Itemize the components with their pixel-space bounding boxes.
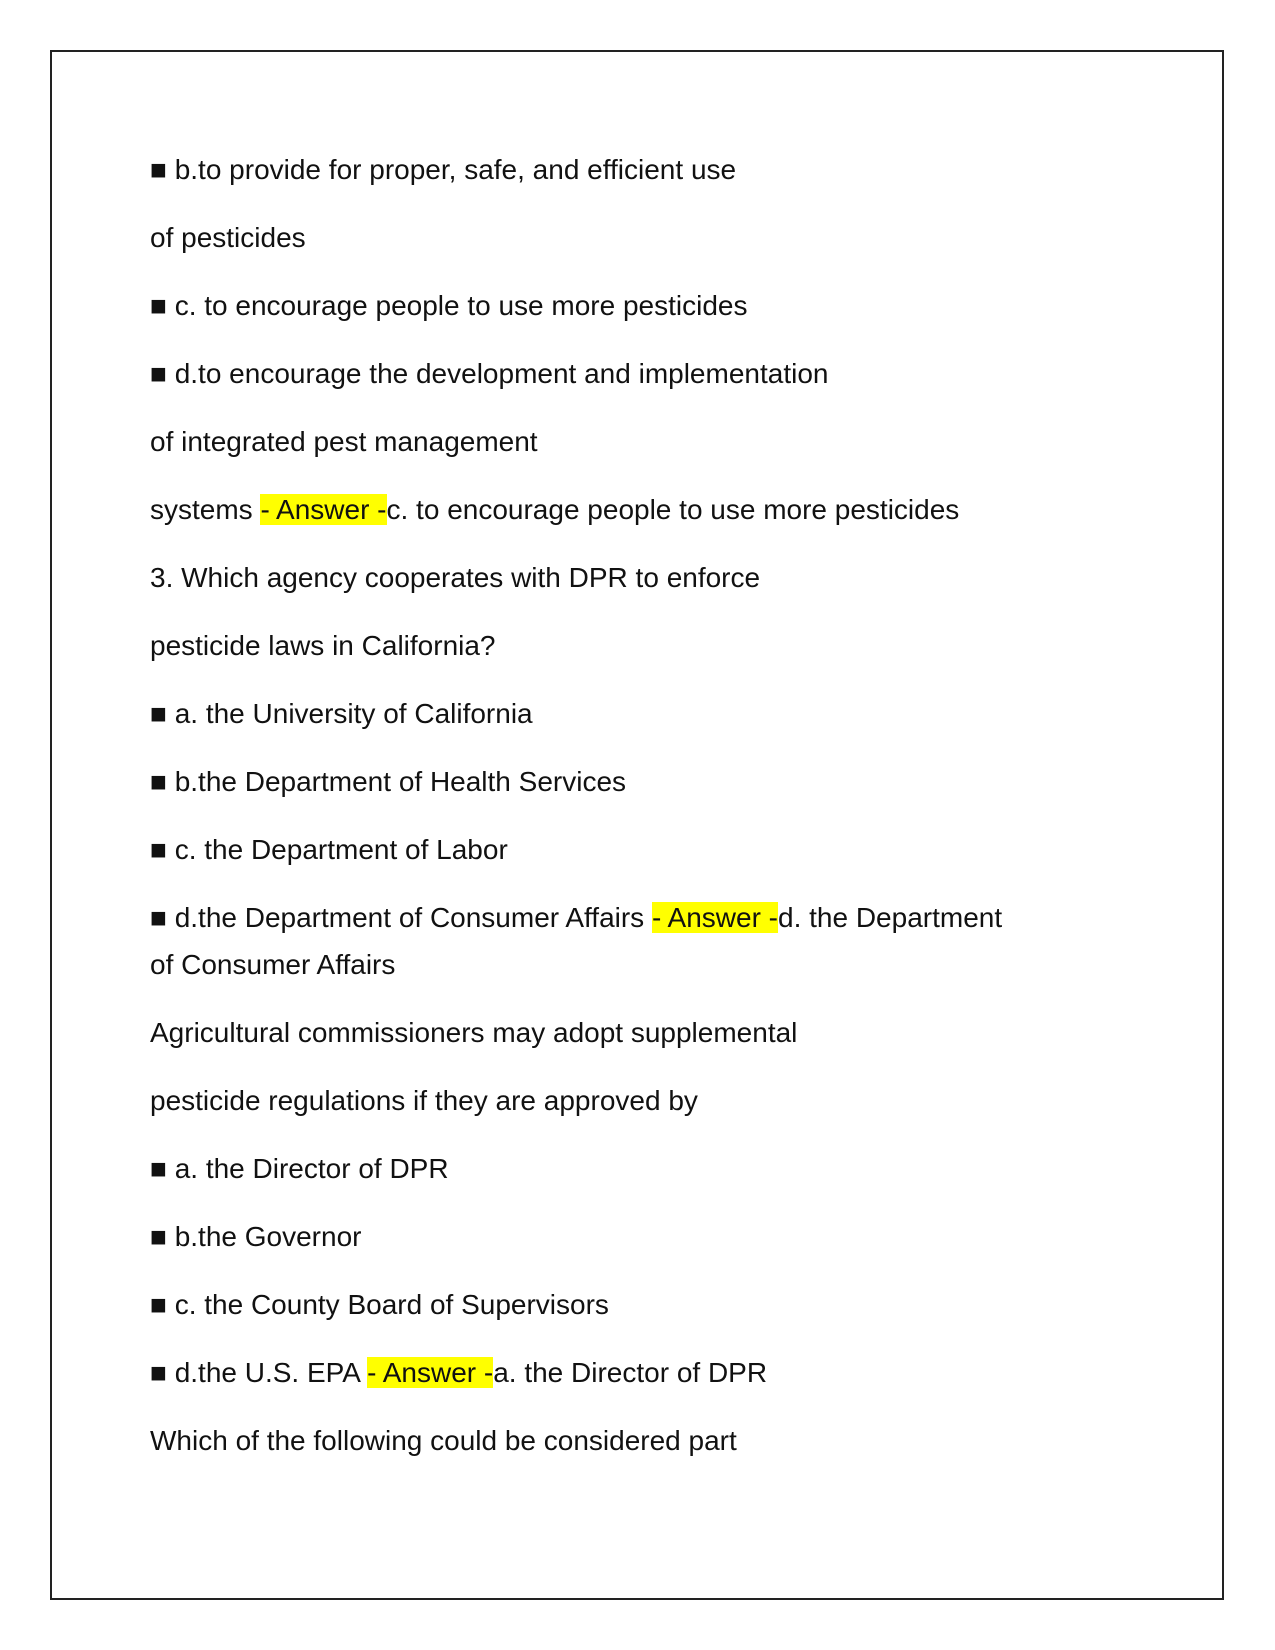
option-line: ■ a. the University of California: [150, 698, 533, 729]
option-line: ■ d.to encourage the development and implementation: [150, 358, 829, 389]
question-line: Agricultural commissioners may adopt supplemental: [150, 1017, 798, 1048]
answer-text: c. to encourage people to use more pesticides: [386, 494, 960, 525]
answer-highlight: - Answer -: [260, 494, 387, 525]
answer-highlight: - Answer -: [651, 902, 778, 933]
answer-line: [150, 1356, 767, 1390]
option-line: ■ c. the County Board of Supervisors: [150, 1289, 609, 1320]
option-line: ■ a. the Director of DPR: [150, 1153, 449, 1184]
answer-prefix: ■ d.the U.S. EPA: [150, 1357, 368, 1388]
answer-prefix: ■ d.the Department of Consumer Affairs: [150, 902, 652, 933]
option-line: ■ c. to encourage people to use more pesticides: [150, 290, 748, 321]
option-continuation: of pesticides: [150, 222, 306, 253]
answer-text: a. the Director of DPR: [493, 1357, 768, 1388]
answer-prefix: systems: [150, 494, 261, 525]
option-line: ■ b.the Governor: [150, 1221, 362, 1252]
option-line: ■ b.to provide for proper, safe, and efficient use: [150, 154, 737, 185]
question-line: Which of the following could be considered part: [150, 1425, 737, 1456]
option-continuation: of integrated pest management: [150, 426, 538, 457]
option-line: ■ c. the Department of Labor: [150, 834, 508, 865]
answer-line: [150, 901, 1002, 935]
option-line: ■ b.the Department of Health Services: [150, 766, 627, 797]
answer-continuation: of Consumer Affairs: [150, 949, 396, 980]
answer-highlight: - Answer -: [367, 1357, 494, 1388]
answer-line: [150, 493, 959, 527]
question-continuation: pesticide laws in California?: [150, 630, 496, 661]
answer-text: d. the Department: [778, 902, 1003, 933]
question-line: 3. Which agency cooperates with DPR to enforce: [150, 562, 761, 593]
question-continuation: pesticide regulations if they are approved by: [150, 1085, 698, 1116]
